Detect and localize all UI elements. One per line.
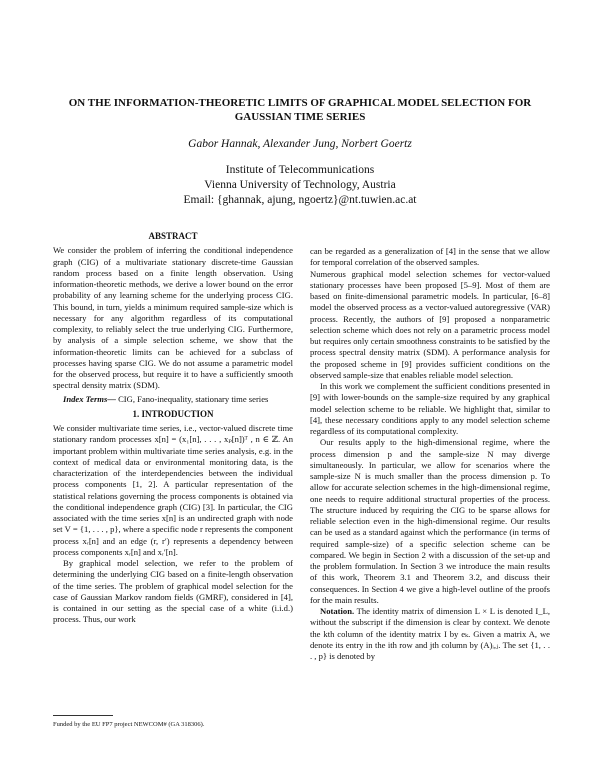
author-list: Gabor Hannak, Alexander Jung, Norbert Goertz xyxy=(188,138,412,150)
left-column xyxy=(53,230,293,626)
abstract-heading: ABSTRACT xyxy=(148,231,198,241)
right-paragraph-4: Our results apply to the high-dimensional regime, where the process dimension p and the sample-size N may diverge simultaneously. In particular, we allow for scenarios where the sample-size N is much smaller than the process dimension p. To allow for accurate selection schemes in the high-dimensional regime, one needs to require additional structural properties of the process. The structure induced by requiring the CIG to be sparse allows for reliable selection even in the high-dimensional regime. Our results can be used as a standard against which the performance (in terms of required sample-size) of a specific selection scheme can be compared. We begin in Section 2 with a discussion of the set-up and the problem formulation. In Section 3 we introduce the main results of this work, Theorem 3.1 and Theorem 3.2, and discuss their consequences. In Section 4 we give a high-level outline of the proofs for the main results. xyxy=(310,437,550,605)
notation-label: Notation. xyxy=(320,606,355,616)
notation-text: The identity matrix of dimension L × L is denoted I_L, without the subscript if the dimension is clear by context. We denote the kth column of the identity matrix I by eₖ. Given a matrix A, we denote its entry in the ith row and jth column by (A)ᵢ,ⱼ. The set {1, . . . , p} is denoted by xyxy=(310,606,550,661)
notation-paragraph xyxy=(310,606,550,662)
abstract-text: We consider the problem of inferring the conditional independence graph (CIG) of a multivariate stationary discrete-time Gaussian random process based on a finite length observation. Using information-theoretic methods, we derive a lower bound on the error probability of any learning scheme for the underlying process CIG. This bound, in turn, yields a minimum required sample-size which is necessary for any algorithm regardless of its computational complexity, to reliably select the true underlying CIG. Furthermore, by analysis of a simple selection scheme, we show that the information-theoretic limits can be achieved for a subclass of processes having sparse CIG. We do not assume a parametric model for the observed process, but require it to have a sufficiently smooth spectral density matrix (SDM). xyxy=(53,245,293,391)
paper-title: ON THE INFORMATION-THEORETIC LIMITS OF GRAPHICAL MODEL SELECTION FOR GAUSSIAN TIME SERIES xyxy=(68,97,532,123)
footnote-rule xyxy=(53,715,113,716)
funding-footnote: Funded by the EU FP7 project NEWCOM# (GA 318306). xyxy=(53,721,205,728)
right-paragraph-3: In this work we complement the sufficient conditions presented in [9] with lower-bounds on the sample-size required by any graphical model selection scheme to be reliable. We highlight that, similar to [4], these necessary conditions apply to any model selection scheme regardless of its computational complexity. xyxy=(310,381,550,436)
index-terms-label: Index Terms— xyxy=(63,393,116,404)
introduction-heading: 1. INTRODUCTION xyxy=(132,408,214,419)
intro-paragraph-1: We consider multivariate time series, i.e., vector-valued discrete time stationary random processes x[n] = (x₁[n], . . . , xₚ[n])ᵀ , n ∈ ℤ. An important problem within multivariate time series analysis, e.g. in the context of medical data or environmental monitoring data, is the characterization of the interdependencies between the individual process components [1, 2]. A particular representation of the statistical relations governing the process components is obtained via the conditional independence graph (CIG) [3]. In particular, the CIG associated with the time series x[n] is an undirected graph with node set V = {1, . . . , p}, where a specific node r represents the component process xᵣ[n] and an edge (r, r′) represents a dependency between process components xᵣ[n] and xᵣ′[n]. xyxy=(53,423,293,557)
right-paragraph-1: can be regarded as a generalization of [4] in the sense that we allow for temporal correlation of the observed samples. xyxy=(310,246,550,268)
right-paragraph-2: Numerous graphical model selection schemes for vector-valued stationary processes have been proposed [5–9]. Most of them are based on finite-dimensional parametric models. In particular, [6–8] model the observed process as a vector-valued autoregressive (VAR) process. Recently, the authors of [9] proposed a nonparametric selection scheme which does not rely on a parametric process model but requires only certain smoothness constraints to be satisfied by the process spectral density matrix (SDM). A performance analysis for the proposed scheme in [9] provides sufficient conditions on the observed sample-size that enables reliable model selection. xyxy=(310,268,550,380)
intro-paragraph-2: By graphical model selection, we refer to the problem of determining the underlying CIG based on a finite-length observation of the time series. The problem of graphical model selection for the case of Gaussian Markov random fields (GMRF), considered in [4], is contained in our setting as the special case of a white (i.i.d.) process. Thus, our work xyxy=(53,558,293,625)
author-emails: Email: {ghannak, ajung, ngoertz}@nt.tuwien.ac.at xyxy=(183,194,417,206)
affiliation-block xyxy=(40,163,560,208)
index-terms xyxy=(53,394,293,405)
university-name: Vienna University of Technology, Austria xyxy=(204,179,396,191)
index-terms-text: CIG, Fano-inequality, stationary time series xyxy=(115,393,269,404)
institute-name: Institute of Telecommunications xyxy=(225,164,375,176)
right-column xyxy=(310,246,550,662)
